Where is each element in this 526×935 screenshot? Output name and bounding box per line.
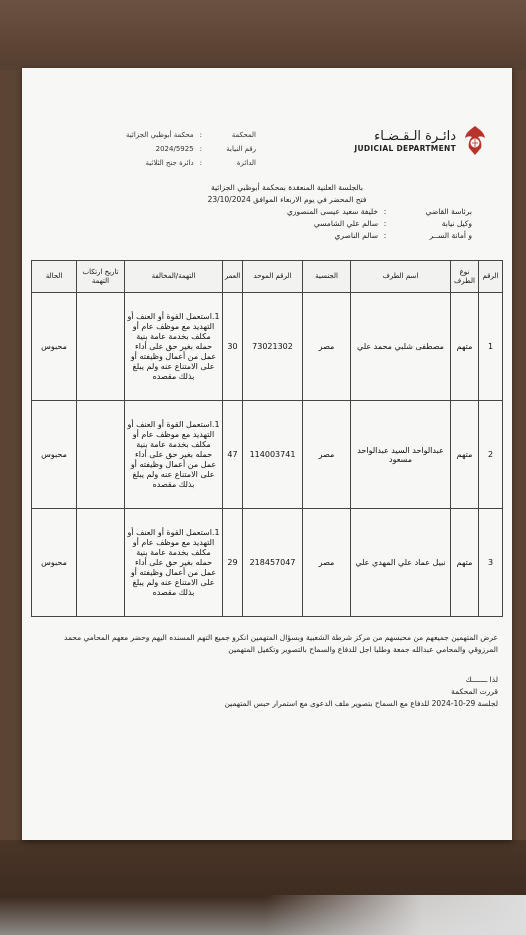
- cell-party-type: متهم: [451, 509, 479, 617]
- circuit-value: دائرة جنح الثلاثية: [145, 159, 194, 167]
- session-info: [172, 182, 402, 206]
- logo-arabic-text: دائـرة الـقـضـاء: [374, 128, 456, 144]
- header-party-name: اسم الطرف: [351, 261, 451, 293]
- cell-unified-number: 73021302: [243, 293, 303, 401]
- defendants-table: [31, 260, 503, 617]
- cell-charge-date: [77, 293, 125, 401]
- header-unified-number: الرقم الموحد: [243, 261, 303, 293]
- cell-age: 47: [223, 401, 243, 509]
- cell-party-name: مصطفى شلبي محمد علي: [351, 293, 451, 401]
- falcon-emblem-icon: [462, 124, 488, 158]
- cell-age: 30: [223, 293, 243, 401]
- court-row: المحكمة : محكمة أبوظبي الجزائية: [86, 128, 256, 142]
- case-meta: [86, 128, 256, 170]
- circuit-row: الدائرة : دائرة جنح الثلاثية: [86, 156, 256, 170]
- cell-nationality: مصر: [303, 293, 351, 401]
- decided-line: قررت المحكمة: [451, 687, 498, 696]
- session-line-2: فتح المحضر في يوم الاربعاء الموافق 23/10/2024: [207, 195, 367, 204]
- cell-party-name: نبيل عماد علي المهدي علي: [351, 509, 451, 617]
- session-line-1: بالجلسة العلنية المنعقدة بمحكمة أبوظبي الجزائية: [211, 183, 363, 192]
- role-secretary: و أمانة الســر : سالم الناصري: [334, 231, 472, 240]
- role-label: وكيل نيابة: [441, 219, 472, 228]
- cell-status: محبوس: [32, 509, 77, 617]
- cell-status: محبوس: [32, 293, 77, 401]
- court-label: المحكمة: [231, 131, 256, 139]
- cell-charge: 1.استعمل القوة أو العنف أو التهديد مع موظف عام أو مكلف بخدمة عامة بنية حمله بغير حق على أداء عمل من أعمال وظيفته أو على الامتناع عنه ولم يبلغ بذلك مقصده: [125, 509, 223, 617]
- prosecution-value: 2024/5925: [155, 145, 194, 153]
- cell-status: محبوس: [32, 401, 77, 509]
- header-status: الحالة: [32, 261, 77, 293]
- role-judge: برئاسة القاضي : خليفة سعيد عيسى المنصوري: [287, 207, 472, 216]
- court-decision: [38, 674, 498, 710]
- cell-charge: 1.استعمل القوة أو العنف أو التهديد مع موظف عام أو مكلف بخدمة عامة بنية حمله بغير حق على أداء عمل من أعمال وظيفته أو على الامتناع عنه ولم يبلغ بذلك مقصده: [125, 401, 223, 509]
- cell-nationality: مصر: [303, 509, 351, 617]
- background-top: [0, 0, 526, 70]
- header-num: الرقم: [479, 261, 503, 293]
- role-label: برئاسة القاضي: [425, 207, 472, 216]
- header-nationality: الجنسية: [303, 261, 351, 293]
- role-name: خليفة سعيد عيسى المنصوري: [287, 207, 378, 216]
- role-prosecutor: وكيل نيابة : سالم علي الشامسي: [313, 219, 472, 228]
- cell-num: 1: [479, 293, 503, 401]
- cell-unified-number: 218457047: [243, 509, 303, 617]
- cell-num: 3: [479, 509, 503, 617]
- header-charge-date: تاريخ ارتكاب التهمة: [77, 261, 125, 293]
- header-party-type: نوع الطرف: [451, 261, 479, 293]
- background-glare: [266, 895, 526, 935]
- decision-line: لجلسة 29-10-2024 للدفاع مع السماح بتصوير ملف الدعوى مع استمرار حبس المتهمين: [224, 699, 498, 708]
- table-row: [32, 401, 503, 509]
- cell-charge-date: [77, 509, 125, 617]
- role-name: سالم علي الشامسي: [313, 219, 378, 228]
- court-document: [22, 68, 512, 840]
- logo-english-text: JUDICIAL DEPARTMENT: [354, 143, 456, 153]
- proceedings-text: عرض المتهمين جميعهم من محبسهم من مركز شرطة الشعبية وبسؤال المتهمين انكرو جميع التهم المسنده اليهم وحضر معهم المحامي محمد المرزوقي والمحامي عبدالله جمعة وطلبا اجل للدفاع والسماح بالتصوير وتكفيل المتهمين: [64, 633, 498, 654]
- header-age: العمر: [223, 261, 243, 293]
- circuit-label: الدائرة: [236, 159, 256, 167]
- table-header-row: [32, 261, 503, 293]
- prosecution-label: رقم النيابة: [226, 145, 256, 153]
- cell-nationality: مصر: [303, 401, 351, 509]
- role-name: سالم الناصري: [334, 231, 378, 240]
- table-row: [32, 509, 503, 617]
- cell-party-type: متهم: [451, 401, 479, 509]
- court-roles: [152, 206, 472, 242]
- cell-party-type: متهم: [451, 293, 479, 401]
- court-value: محكمة أبوظبي الجزائية: [126, 131, 194, 139]
- cell-unified-number: 114003741: [243, 401, 303, 509]
- header-charge: التهمة/المخالفة: [125, 261, 223, 293]
- prosecution-row: رقم النيابة : 2024/5925: [86, 142, 256, 156]
- therefore-line: لذا ـــــــك: [465, 675, 498, 684]
- judicial-department-logo: [354, 124, 488, 158]
- table-row: [32, 293, 503, 401]
- role-label: و أمانة الســر: [429, 231, 472, 240]
- cell-age: 29: [223, 509, 243, 617]
- cell-charge-date: [77, 401, 125, 509]
- cell-num: 2: [479, 401, 503, 509]
- cell-party-name: عبدالواحد السيد عبدالواحد مسعود: [351, 401, 451, 509]
- cell-charge: 1.استعمل القوة أو العنف أو التهديد مع موظف عام أو مكلف بخدمة عامة بنية حمله بغير حق على أداء عمل من أعمال وظيفته أو على الامتناع عنه ولم يبلغ بذلك مقصده: [125, 293, 223, 401]
